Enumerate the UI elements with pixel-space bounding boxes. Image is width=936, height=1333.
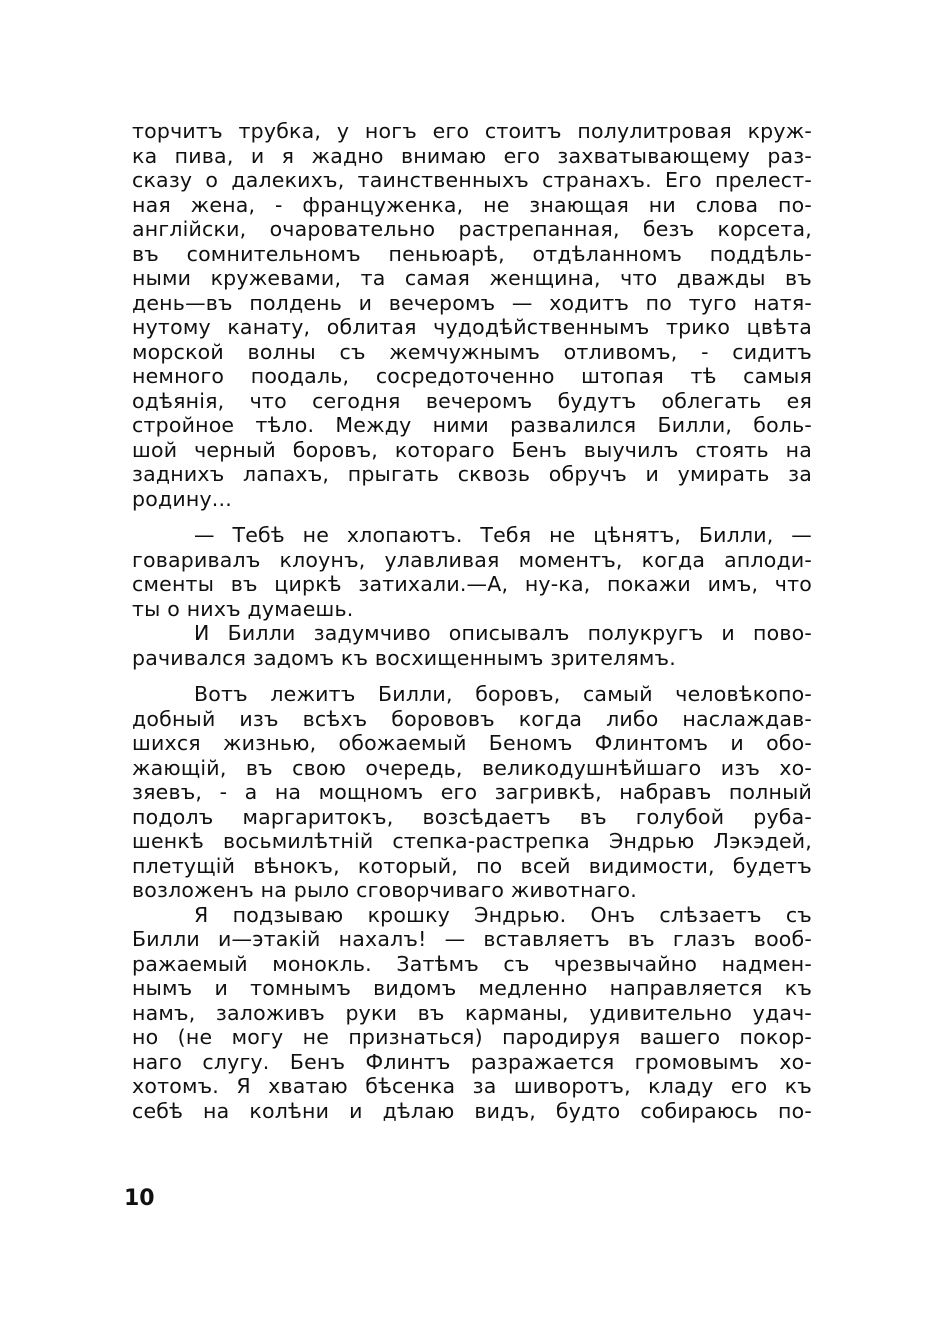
paragraph — [132, 903, 812, 1124]
text-line: хотомъ. Я хватаю бѣсенка за шиворотъ, кладу его къ — [132, 1074, 812, 1098]
text-line: намъ, заложивъ руки въ карманы, удивительно удач- — [132, 1000, 812, 1025]
text-line: себѣ на колѣни и дѣлаю видъ, будто собираюсь по- — [132, 1098, 812, 1123]
text-line: родину... — [132, 486, 232, 511]
text-line: говаривалъ клоунъ, улавливая моментъ, когда аплоди- — [132, 547, 812, 572]
text-line: сказу о далекихъ, таинственныхъ странахъ. Его прелест- — [132, 168, 812, 192]
text-line: плетущій вѣнокъ, который, по всей видимости, будетъ — [132, 853, 812, 878]
text-line: наго слугу. Бенъ Флинтъ разражается громовымъ хо- — [132, 1049, 812, 1074]
text-line: добный изъ всѣхъ борововъ когда либо наслаждав- — [132, 706, 812, 731]
text-line: Я подзываю крошку Эндрью. Онъ слѣзаетъ съ — [194, 902, 812, 927]
text-line: ными кружевами, та самая женщина, что дважды въ — [132, 266, 812, 290]
paragraph — [132, 119, 812, 511]
text-line: заднихъ лапахъ, прыгать сквозь обручъ и умирать за — [132, 462, 812, 486]
page-number: 10 — [124, 1186, 155, 1211]
paragraph — [132, 621, 812, 670]
text-line: нымъ и томнымъ видомъ медленно направляется къ — [132, 976, 812, 1000]
text-line: Билли и—этакій нахалъ! — вставляетъ въ глазъ вооб- — [132, 927, 812, 951]
text-line: подолъ маргаритокъ, возсѣдаетъ въ голубой руба- — [132, 804, 812, 829]
text-line: И Билли задумчиво описывалъ полукругъ и пово- — [194, 621, 812, 645]
text-line: Вотъ лежитъ Билли, боровъ, самый человѣкопо- — [194, 682, 812, 706]
text-line: возложенъ на рыло сговорчиваго животнаго. — [132, 878, 637, 902]
text-line: нутому канату, облитая чудодѣйственнымъ трико цвѣта — [132, 315, 812, 339]
body-text — [132, 119, 812, 1123]
text-line: шенкѣ восьмилѣтній степка-растрепка Эндрью Лэкэдей, — [132, 829, 812, 853]
text-line: день—въ полдень и вечеромъ — ходитъ по туго натя- — [132, 290, 812, 315]
text-line: шой черный боровъ, котораго Бенъ выучилъ стоять на — [132, 437, 812, 462]
paragraph-gap — [132, 670, 812, 682]
text-line: ражаемый монокль. Затѣмъ съ чрезвычайно надмен- — [132, 951, 812, 976]
text-line: немного поодаль, сосредоточенно штопая тѣ самыя — [132, 364, 812, 388]
paragraph — [132, 523, 812, 621]
text-line: морской волны съ жемчужнымъ отливомъ, - сидитъ — [132, 339, 812, 364]
text-line: ты о нихъ думаешь. — [132, 596, 354, 621]
text-line: жающій, въ свою очередь, великодушнѣйшаго изъ хо- — [132, 755, 812, 780]
text-line: но (не могу не признаться) пародируя вашего покор- — [132, 1025, 812, 1049]
text-line: ка пива, и я жадно внимаю его захватывающему раз- — [132, 143, 812, 168]
text-line: торчитъ трубка, у ногъ его стоитъ полулитровая круж- — [132, 119, 812, 143]
text-line: рачивался задомъ къ восхищеннымъ зрителямъ. — [132, 645, 676, 670]
text-line: — Тебѣ не хлопаютъ. Тебя не цѣнятъ, Билли, — — [194, 523, 812, 547]
text-line: сменты въ циркѣ затихали.—А, ну-ка, покажи имъ, что — [132, 572, 812, 596]
text-line: зяевъ, - а на мощномъ его загривкѣ, набравъ полный — [132, 780, 812, 804]
paragraph-gap — [132, 511, 812, 523]
text-line: англійски, очаровательно растрепанная, безъ корсета, — [132, 217, 812, 241]
text-line: ная жена, - француженка, не знающая ни слова по- — [132, 192, 812, 217]
paragraph — [132, 682, 812, 903]
text-line: въ сомнительномъ пеньюарѣ, отдѣланномъ поддѣль- — [132, 241, 812, 266]
text-line: шихся жизнью, обожаемый Беномъ Флинтомъ и обо- — [132, 731, 812, 755]
text-line: одѣянія, что сегодня вечеромъ будутъ облегать ея — [132, 388, 812, 413]
text-line: стройное тѣло. Между ними развалился Билли, боль- — [132, 413, 812, 437]
